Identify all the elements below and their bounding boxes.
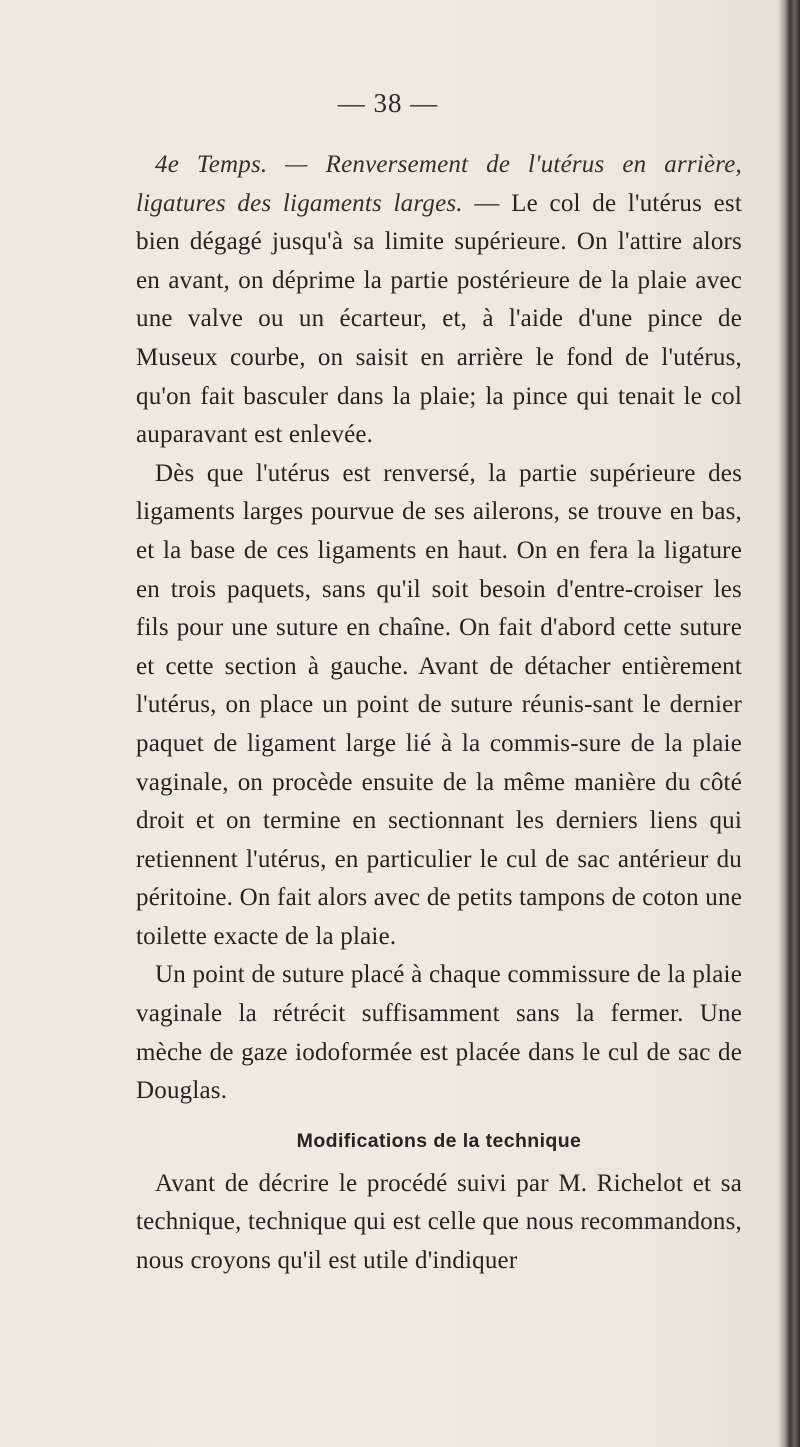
page-number: — 38 —: [337, 88, 439, 118]
paragraph-1: [136, 146, 742, 455]
body-text: [136, 146, 742, 1281]
paragraph-4: Avant de décrire le procédé suivi par M. Richelot et sa technique, technique qui est celle que nous recommandons, nous croyons qu'il est utile d'indiquer: [136, 1169, 742, 1275]
paragraph-3: Un point de suture placé à chaque commissure de la plaie vaginale la rétrécit suffisamment sans la fermer. Une mèche de gaze iodoformée est placée dans le cul de sac de Douglas.: [136, 961, 742, 1105]
section-heading: Modifications de la technique: [296, 1129, 582, 1152]
paragraph-2: Dès que l'utérus est renversé, la partie supérieure des ligaments larges pourvue de ses ailerons, se trouve en bas, et la base de ces ligaments en haut. On en fera la ligature en trois paquets, sans qu'il soit besoin d'entre-croiser les fils pour une suture en chaîne. On fait d'abord cette suture et cette section à gauche. Avant de détacher entièrement l'utérus, on place un point de suture réunis-sant le dernier paquet de ligament large lié à la commis-sure de la plaie vaginale, on procède ensuite de la même manière du côté droit et on termine en sectionnant les derniers liens qui retiennent l'utérus, en particulier le cul de sac antérieur du péritoine. On fait alors avec de petits tampons de coton une toilette exacte de la plaie.: [136, 459, 742, 950]
italic-lead: 4e Temps. — Renversement de l'utérus en arrière, ligatures des ligaments larges.: [136, 151, 742, 217]
page-edge-shadow: [778, 0, 800, 1447]
paragraph-1-text: — Le col de l'utérus est bien dégagé jusqu'à sa limite supérieure. On l'attire alors en avant, on déprime la partie postérieure de la plaie avec une valve ou un écarteur, et, à l'aide d'une pince de Museux courbe, on saisit en arrière le fond de l'utérus, qu'on fait basculer dans la plaie; la pince qui tenait le col auparavant est enlevée.: [136, 189, 742, 449]
